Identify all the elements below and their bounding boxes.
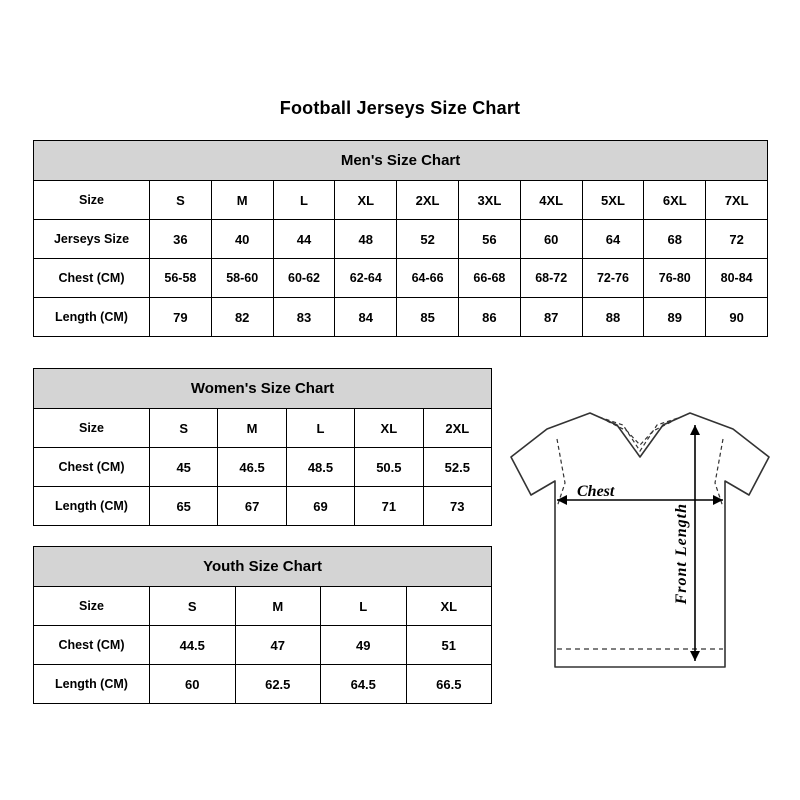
table-cell: 87 bbox=[520, 298, 582, 337]
column-header: XL bbox=[406, 587, 492, 626]
table-cell: 64 bbox=[582, 220, 644, 259]
table-cell: 48.5 bbox=[286, 448, 354, 487]
table-cell: 56 bbox=[458, 220, 520, 259]
table-cell: 56-58 bbox=[150, 259, 212, 298]
mens-size-chart-table bbox=[33, 140, 768, 337]
table-cell: 88 bbox=[582, 298, 644, 337]
table-cell: 45 bbox=[150, 448, 218, 487]
column-header: 5XL bbox=[582, 181, 644, 220]
table-caption-row bbox=[34, 369, 492, 409]
table-cell: 68 bbox=[644, 220, 706, 259]
table-cell: 83 bbox=[273, 298, 335, 337]
column-header: Size bbox=[34, 409, 150, 448]
table-cell: 68-72 bbox=[520, 259, 582, 298]
column-header: 6XL bbox=[644, 181, 706, 220]
table-cell: 64-66 bbox=[397, 259, 459, 298]
row-label: Jerseys Size bbox=[34, 220, 150, 259]
row-label: Length (CM) bbox=[34, 487, 150, 526]
column-header: S bbox=[150, 587, 236, 626]
table-cell: 64.5 bbox=[321, 665, 407, 704]
column-header: L bbox=[321, 587, 407, 626]
table-cell: 69 bbox=[286, 487, 354, 526]
womens-table-title: Women's Size Chart bbox=[34, 369, 492, 409]
page-title: Football Jerseys Size Chart bbox=[279, 98, 521, 118]
front-length-measurement-label: Front Length bbox=[673, 503, 690, 605]
column-header: 2XL bbox=[423, 409, 491, 448]
column-header: Size bbox=[34, 181, 150, 220]
table-cell: 60-62 bbox=[273, 259, 335, 298]
table-cell: 89 bbox=[644, 298, 706, 337]
column-header: L bbox=[286, 409, 354, 448]
table-cell: 44.5 bbox=[150, 626, 236, 665]
column-header: 3XL bbox=[458, 181, 520, 220]
table-cell: 44 bbox=[273, 220, 335, 259]
youth-table-title: Youth Size Chart bbox=[34, 547, 492, 587]
column-header: 7XL bbox=[706, 181, 768, 220]
table-row bbox=[34, 259, 768, 298]
column-header: S bbox=[150, 181, 212, 220]
column-header: S bbox=[150, 409, 218, 448]
table-cell: 60 bbox=[520, 220, 582, 259]
table-cell: 72 bbox=[706, 220, 768, 259]
table-cell: 71 bbox=[355, 487, 423, 526]
column-header: XL bbox=[335, 181, 397, 220]
table-cell: 84 bbox=[335, 298, 397, 337]
table-cell: 66.5 bbox=[406, 665, 492, 704]
column-header: M bbox=[211, 181, 273, 220]
table-cell: 85 bbox=[397, 298, 459, 337]
womens-size-chart-table bbox=[33, 368, 492, 526]
column-header: 2XL bbox=[397, 181, 459, 220]
table-cell: 46.5 bbox=[218, 448, 286, 487]
table-row bbox=[34, 626, 492, 665]
table-cell: 49 bbox=[321, 626, 407, 665]
table-row bbox=[34, 448, 492, 487]
table-cell: 86 bbox=[458, 298, 520, 337]
table-cell: 40 bbox=[211, 220, 273, 259]
table-cell: 76-80 bbox=[644, 259, 706, 298]
table-cell: 80-84 bbox=[706, 259, 768, 298]
table-header-row bbox=[34, 409, 492, 448]
tshirt-measurement-diagram bbox=[495, 395, 785, 695]
table-cell: 50.5 bbox=[355, 448, 423, 487]
column-header: M bbox=[235, 587, 321, 626]
table-row bbox=[34, 298, 768, 337]
column-header: M bbox=[218, 409, 286, 448]
table-cell: 36 bbox=[150, 220, 212, 259]
table-header-row bbox=[34, 587, 492, 626]
row-label: Length (CM) bbox=[34, 665, 150, 704]
table-row bbox=[34, 220, 768, 259]
table-cell: 52 bbox=[397, 220, 459, 259]
table-cell: 90 bbox=[706, 298, 768, 337]
row-label: Chest (CM) bbox=[34, 626, 150, 665]
table-cell: 48 bbox=[335, 220, 397, 259]
column-header: Size bbox=[34, 587, 150, 626]
table-cell: 47 bbox=[235, 626, 321, 665]
table-caption-row bbox=[34, 547, 492, 587]
row-label: Chest (CM) bbox=[34, 448, 150, 487]
table-cell: 72-76 bbox=[582, 259, 644, 298]
table-cell: 60 bbox=[150, 665, 236, 704]
row-label: Chest (CM) bbox=[34, 259, 150, 298]
table-cell: 62.5 bbox=[235, 665, 321, 704]
column-header: L bbox=[273, 181, 335, 220]
table-cell: 67 bbox=[218, 487, 286, 526]
table-cell: 82 bbox=[211, 298, 273, 337]
table-cell: 51 bbox=[406, 626, 492, 665]
column-header: 4XL bbox=[520, 181, 582, 220]
chest-measurement-label: Chest bbox=[577, 483, 615, 500]
table-cell: 79 bbox=[150, 298, 212, 337]
tshirt-outline-icon bbox=[495, 395, 785, 695]
table-cell: 62-64 bbox=[335, 259, 397, 298]
table-cell: 66-68 bbox=[458, 259, 520, 298]
table-header-row bbox=[34, 181, 768, 220]
table-cell: 73 bbox=[423, 487, 491, 526]
table-row bbox=[34, 665, 492, 704]
table-caption-row bbox=[34, 141, 768, 181]
table-cell: 52.5 bbox=[423, 448, 491, 487]
youth-size-chart-table bbox=[33, 546, 492, 704]
mens-table-title: Men's Size Chart bbox=[34, 141, 768, 181]
table-cell: 58-60 bbox=[211, 259, 273, 298]
row-label: Length (CM) bbox=[34, 298, 150, 337]
table-cell: 65 bbox=[150, 487, 218, 526]
table-row bbox=[34, 487, 492, 526]
column-header: XL bbox=[355, 409, 423, 448]
